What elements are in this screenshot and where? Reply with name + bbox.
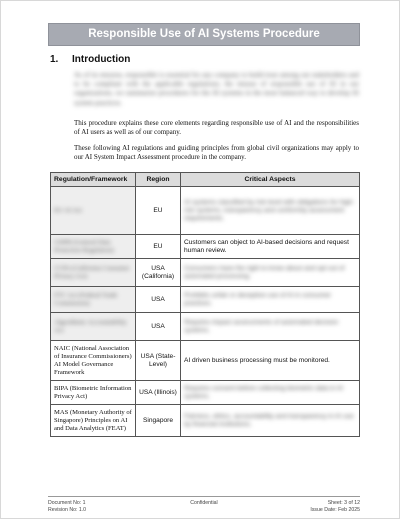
critical-aspects-cell: [181, 187, 360, 235]
critical-aspects-text: Fairness, ethics, accountability and transparency in AI use by financial institutions.: [184, 412, 354, 428]
table-row: [51, 313, 360, 341]
regulation-cell: [51, 259, 136, 287]
critical-aspects-cell: [181, 235, 360, 259]
region-cell: USA: [136, 313, 181, 341]
intro-paragraph-redacted: As of its mission, responsible is essential for any company to build trust among our stakeholders and to be compliant with the applicable regulations; the misuse of responsible use of AI in our organizations, we summarize procedures for the AI systems in the most balanced way to develop AI system practices.: [74, 71, 359, 107]
regulation-cell: [51, 287, 136, 313]
regulation-name: Algorithmic Accountability Act: [54, 318, 127, 334]
header-critical-aspects: Critical Aspects: [181, 173, 360, 187]
critical-aspects-text: Requires impact assessments of automated decision systems.: [184, 318, 339, 334]
critical-aspects-text: AI driven business processing must be monitored.: [184, 356, 330, 364]
critical-aspects-cell: [181, 287, 360, 313]
region-cell: Singapore: [136, 405, 181, 437]
regulation-name: FTC Act (Federal Trade Commission): [54, 291, 118, 307]
sheet-number: Sheet: 3 of 12: [327, 500, 360, 506]
regulation-name: EU AI Act: [54, 206, 82, 214]
regulation-cell: [51, 381, 136, 405]
regulation-cell: [51, 235, 136, 259]
regulations-table: [50, 172, 360, 437]
section-title: Introduction: [72, 54, 131, 65]
critical-aspects-text: Prohibits unfair or deceptive use of AI in consumer practices.: [184, 291, 331, 307]
region-cell: USA (California): [136, 259, 181, 287]
table-row: [51, 259, 360, 287]
critical-aspects-text: AI systems classified by risk level with obligations for high-risk systems, transparency and conformity assessment requirements.: [184, 198, 355, 222]
table-row: [51, 187, 360, 235]
table-header-row: [51, 173, 360, 187]
region-cell: EU: [136, 235, 181, 259]
intro-paragraph-2: These following AI regulations and guiding principles from global civil organizations may apply to our AI System Impact Assessment procedure in the company.: [74, 144, 359, 162]
critical-aspects-cell: [181, 405, 360, 437]
regulation-name: CCPA (California Consumer Privacy Act): [54, 264, 130, 280]
table-row: [51, 235, 360, 259]
section-heading: [50, 54, 130, 65]
issue-date: Issue Date: Feb 2025: [310, 506, 360, 513]
intro-paragraph-1: This procedure explains these core elements regarding responsible use of AI and the responsibilities of AI users as well as of our company.: [74, 119, 359, 137]
header-regulation: Regulation/Framework: [51, 173, 136, 187]
regulations-table-body: [51, 187, 360, 437]
critical-aspects-cell: [181, 341, 360, 381]
region-cell: USA (State-Level): [136, 341, 181, 381]
section-number: 1.: [50, 54, 59, 65]
revision-number: Revision No: 1.0: [48, 506, 87, 513]
document-number: Document No: 1: [48, 500, 86, 506]
region-cell: USA: [136, 287, 181, 313]
header-region: Region: [136, 173, 181, 187]
critical-aspects-text: Customers can object to AI-based decisions and request human review.: [184, 238, 349, 254]
table-row: [51, 405, 360, 437]
critical-aspects-text: Requires consent before collecting biometric data in AI systems.: [184, 384, 344, 400]
regulation-name: BIPA (Biometric Information Privacy Act): [54, 384, 132, 400]
table-row: [51, 287, 360, 313]
critical-aspects-cell: [181, 381, 360, 405]
regulation-name: GDPR (General Data Protection Regulation): [54, 238, 114, 254]
regulation-name: MAS (Monetary Authority of Singapore) Principles on AI and Data Analytics (FEAT): [54, 408, 132, 432]
regulation-cell: [51, 187, 136, 235]
regulation-cell: [51, 405, 136, 437]
critical-aspects-cell: [181, 259, 360, 287]
footer-right: [310, 500, 360, 513]
page-footer: [48, 496, 360, 513]
table-row: [51, 381, 360, 405]
regulation-cell: [51, 313, 136, 341]
regulation-cell: [51, 341, 136, 381]
confidential-label: Confidential: [190, 500, 218, 506]
critical-aspects-cell: [181, 313, 360, 341]
document-title: Responsible Use of AI Systems Procedure: [48, 23, 360, 46]
region-cell: USA (Illinois): [136, 381, 181, 405]
table-row: [51, 341, 360, 381]
regulation-name: NAIC (National Association of Insurance Commissioners) AI Model Governance Framework: [54, 344, 132, 376]
critical-aspects-text: Consumers have the right to know about and opt out of automated processing.: [184, 264, 345, 280]
region-cell: EU: [136, 187, 181, 235]
